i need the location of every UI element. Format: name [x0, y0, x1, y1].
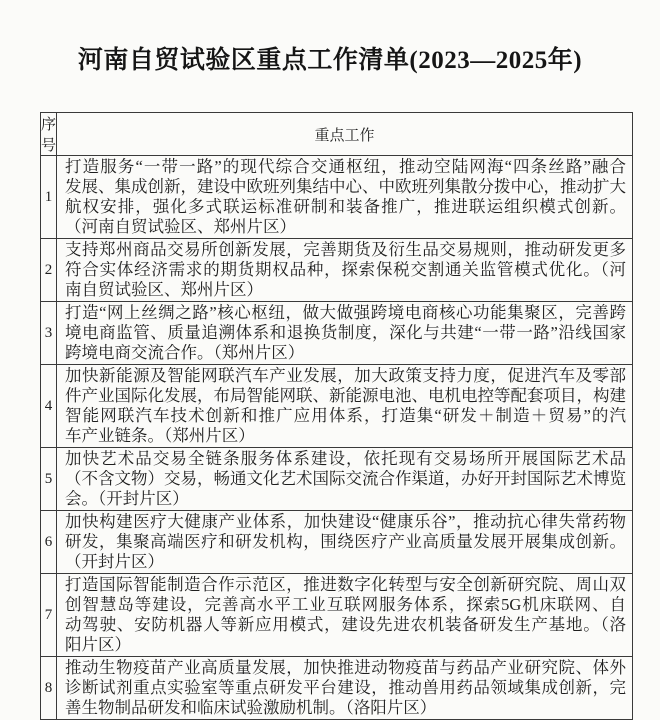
key-work-table: [40, 112, 633, 720]
work-text-line: 善生物制品研发和临床试验激励机制。（洛阳片区）: [65, 698, 437, 717]
work-text-line: 会。（开封片区）: [65, 489, 189, 508]
work-text-line: （开封片区）: [65, 552, 165, 571]
table-row: [41, 448, 633, 511]
work-description: [57, 574, 633, 657]
serial-number: 2: [41, 239, 57, 302]
table-row: [41, 239, 633, 302]
work-text-line: 加快新能源及智能网联汽车产业发展，加大政策支持力度，促进汽车及零部: [65, 366, 627, 385]
serial-number: 7: [41, 574, 57, 657]
work-description: [57, 156, 633, 239]
work-text-line: 境电商监管、质量追溯体系和退换货制度，深化与共建“一带一路”沿线国家: [65, 323, 627, 342]
work-text-line: 打造国际智能制造合作示范区，推进数字化转型与安全创新研究院、周山双: [65, 575, 627, 594]
serial-number: 1: [41, 156, 57, 239]
work-description: [57, 302, 633, 365]
work-description: [57, 448, 633, 511]
serial-number: 4: [41, 365, 57, 448]
work-text-line: 加快艺术品交易全链条服务体系建设，依托现有交易场所开展国际艺术品: [65, 449, 627, 468]
work-text-line: 动驾驶、安防机器人等新应用模式，建设先进农机装备研发生产基地。（洛: [65, 615, 627, 634]
work-text-line: 打造服务“一带一路”的现代综合交通枢纽，推动空陆网海“四条丝路”融合: [65, 157, 627, 176]
document-title: 河南自贸试验区重点工作清单(2023—2025年): [77, 47, 583, 74]
table-header-row: [41, 113, 633, 156]
work-text-line: 加快构建医疗大健康产业体系，加快建设“健康乐谷”，推动抗心律失常药物: [65, 512, 627, 531]
work-text-line: 诊断试剂重点实验室等重点研发平台建设，推动兽用药品领域集成创新，完: [65, 678, 627, 697]
work-text-line: 支持郑州商品交易所创新发展，完善期货及衍生品交易规则，推动研发更多: [65, 240, 627, 259]
work-text-line: 创智慧岛等建设，完善高水平工业互联网服务体系，探索5G机床联网、自: [65, 595, 627, 614]
work-description: [57, 365, 633, 448]
work-text-line: （河南自贸试验区、郑州片区）: [65, 217, 297, 236]
work-text-line: 智能网联汽车技术创新和推广应用体系，打造集“研发＋制造＋贸易”的汽: [65, 406, 627, 425]
work-description: [57, 239, 633, 302]
work-text-line: 符合实体经济需求的期货期权品种，探索保税交割通关监管模式优化。（河: [65, 260, 627, 279]
work-text-line: 南自贸试验区、郑州片区）: [65, 280, 264, 299]
serial-number: 8: [41, 657, 57, 720]
serial-number: 5: [41, 448, 57, 511]
work-text-line: 车产业链条。（郑州片区）: [65, 426, 255, 445]
header-serial-number: 序号: [41, 113, 57, 156]
table-row: [41, 511, 633, 574]
work-text-line: 打造“网上丝绸之路”核心枢纽，做大做强跨境电商核心功能集聚区，完善跨: [65, 303, 627, 322]
work-text-line: 航权安排，强化多式联运标准研制和装备推广，推进联运组织模式创新。: [65, 197, 627, 216]
table-row: [41, 302, 633, 365]
work-text-line: 推动生物疫苗产业高质量发展，加快推进动物疫苗与药品产业研究院、体外: [65, 658, 627, 677]
work-text-line: 阳片区）: [65, 635, 132, 654]
table-row: [41, 365, 633, 448]
table-row: [41, 574, 633, 657]
work-text-line: （不含文物）交易，畅通文化艺术国际交流合作渠道，办好开封国际艺术博览: [65, 469, 627, 488]
header-key-work: 重点工作: [57, 113, 633, 156]
work-description: [57, 511, 633, 574]
serial-number: 6: [41, 511, 57, 574]
work-text-line: 件产业国际化发展，布局智能网联、新能源电池、电机电控等配套项目，构建: [65, 386, 627, 405]
table-row: [41, 156, 633, 239]
work-text-line: 跨境电商交流合作。（郑州片区）: [65, 343, 305, 362]
work-description: [57, 657, 633, 720]
work-text-line: 发展、集成创新，建设中欧班列集结中心、中欧班列集散分拨中心，推动扩大: [65, 177, 627, 196]
serial-number: 3: [41, 302, 57, 365]
work-text-line: 研发，集聚高端医疗和研发机构，围绕医疗产业高质量发展开展集成创新。: [65, 532, 627, 551]
table-row: [41, 657, 633, 720]
